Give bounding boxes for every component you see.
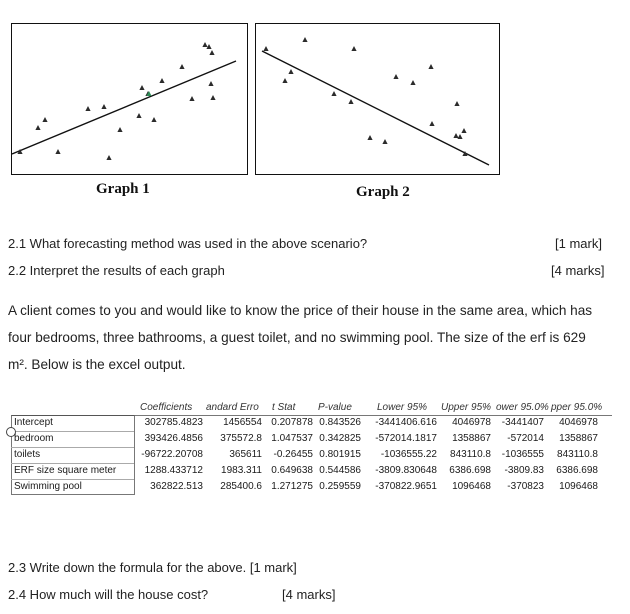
scatter-point-marker	[282, 78, 287, 83]
table-cell: 843110.8	[557, 449, 598, 460]
table-cell: 843110.8	[450, 449, 491, 460]
scatter-point-marker	[55, 149, 60, 154]
row-divider	[11, 431, 134, 432]
scatter-point-marker	[42, 117, 47, 122]
scenario-line-3: m². Below is the excel output.	[8, 357, 186, 372]
graph-2-caption: Graph 2	[356, 184, 410, 200]
table-cell: 365611	[229, 449, 262, 460]
scatter-point-marker	[208, 81, 213, 86]
header-coefficients: Coefficients	[140, 402, 193, 413]
table-cell: -0.26455	[273, 449, 313, 460]
table-cell: 0.801915	[319, 449, 361, 460]
scenario-line-2: four bedrooms, three bathrooms, a guest toilet, and no swimming pool. The size of the erf is 629	[8, 330, 586, 345]
row-divider	[11, 479, 134, 480]
table-cell: -3809.830648	[375, 465, 437, 476]
scatter-point-marker	[453, 133, 458, 138]
graph-2-trend-line	[262, 51, 489, 165]
table-cell: -572014	[507, 433, 544, 444]
graph-1-caption: Graph 1	[96, 181, 150, 197]
table-cell: 0.207878	[271, 417, 313, 428]
table-cell: -1036555.22	[380, 449, 437, 460]
table-cell: 0.649638	[271, 465, 313, 476]
table-cell: 393426.4856	[144, 433, 203, 444]
graph-2-plot	[256, 24, 499, 174]
table-cell: 0.544586	[319, 465, 361, 476]
scatter-point-marker	[348, 99, 353, 104]
question-2-2-mark: [4 marks]	[551, 263, 605, 278]
table-cell: 0.259559	[319, 481, 361, 492]
scatter-point-marker	[139, 85, 144, 90]
question-2-1-mark: [1 mark]	[555, 236, 602, 251]
scatter-point-marker	[189, 96, 194, 101]
table-cell: -370823	[507, 481, 544, 492]
header-upper-95: Upper 95%	[441, 402, 492, 413]
table-cell: 1983.311	[221, 465, 262, 476]
question-2-3: 2.3 Write down the formula for the above. [1 mark]	[8, 560, 297, 575]
scatter-point-marker	[106, 155, 111, 160]
scatter-point-marker	[35, 125, 40, 130]
table-cell: 1358867	[452, 433, 491, 444]
scatter-point-marker	[302, 37, 307, 42]
row-divider	[11, 463, 134, 464]
header-upper-95-0: pper 95.0%	[551, 402, 603, 413]
header-t-stat: t Stat	[272, 402, 296, 413]
scatter-point-marker	[85, 106, 90, 111]
scatter-point-marker	[457, 134, 462, 139]
table-cell: 4046978	[452, 417, 491, 428]
table-cell: 0.843526	[319, 417, 361, 428]
scatter-point-marker	[382, 139, 387, 144]
table-cell: 1456554	[223, 417, 262, 428]
scenario-paragraph	[8, 297, 620, 378]
graph-1-plot	[12, 24, 247, 174]
question-2-4: 2.4 How much will the house cost?	[8, 587, 209, 602]
table-cell: 4046978	[559, 417, 598, 428]
table-cell: 6386.698	[449, 465, 491, 476]
scatter-point-marker	[410, 80, 415, 85]
row-label: Swimming pool	[14, 481, 82, 492]
scatter-point-marker	[429, 121, 434, 126]
graph-2-frame	[255, 23, 500, 175]
scatter-point-marker	[367, 135, 372, 140]
scatter-point-marker	[210, 95, 215, 100]
table-cell: -572014.1817	[375, 433, 437, 444]
table-cell: 6386.698	[556, 465, 598, 476]
scatter-point-marker	[136, 113, 141, 118]
question-2-2: 2.2 Interpret the results of each graph	[8, 263, 225, 278]
table-cell: 1.047537	[271, 433, 313, 444]
table-cell: 1288.433712	[144, 465, 203, 476]
scatter-point-marker	[454, 101, 459, 106]
scatter-point-marker	[393, 74, 398, 79]
row-label: Intercept	[14, 417, 53, 428]
row-label: ERF size square meter	[14, 465, 117, 476]
scatter-point-marker	[101, 104, 106, 109]
row-label: toilets	[14, 449, 41, 460]
header-lower-95-0: ower 95.0%	[496, 402, 549, 413]
scatter-point-marker	[461, 128, 466, 133]
scatter-point-marker	[288, 69, 293, 74]
scatter-point-marker	[428, 64, 433, 69]
scatter-point-marker	[151, 117, 156, 122]
question-2-4-mark: [4 marks]	[282, 587, 336, 602]
table-cell: 285400.6	[220, 481, 262, 492]
graph-1-trend-line	[12, 61, 236, 154]
table-cell: 375572.8	[220, 433, 262, 444]
scatter-point-marker	[159, 78, 164, 83]
table-cell: -1036555	[501, 449, 544, 460]
scatter-point-marker	[202, 42, 207, 47]
table-cell: -3441407	[501, 417, 544, 428]
header-p-value: P-value	[318, 402, 352, 413]
scatter-point-marker	[117, 127, 122, 132]
scatter-point-marker	[209, 50, 214, 55]
table-cell: 1358867	[559, 433, 598, 444]
row-label: bedroom	[14, 433, 54, 444]
header-lower-95: Lower 95%	[377, 402, 428, 413]
table-cell: 1.271275	[271, 481, 313, 492]
table-cell: -370822.9651	[375, 481, 437, 492]
header-standard-error: andard Erro	[206, 402, 259, 413]
question-2-1: 2.1 What forecasting method was used in the above scenario?	[8, 236, 368, 251]
table-cell: 1096468	[559, 481, 598, 492]
table-cell: -3809.83	[504, 465, 544, 476]
scatter-point-marker	[331, 91, 336, 96]
scatter-point-marker	[263, 46, 268, 51]
table-cell: 362822.513	[150, 481, 203, 492]
table-cell: -96722.20708	[141, 449, 203, 460]
table-cell: 0.342825	[319, 433, 361, 444]
header-divider	[134, 415, 612, 416]
row-divider	[11, 447, 134, 448]
scatter-point-marker	[179, 64, 184, 69]
graph-1-frame	[11, 23, 248, 175]
table-cell: -3441406.616	[375, 417, 437, 428]
table-cell: 302785.4823	[144, 417, 203, 428]
scenario-line-1: A client comes to you and would like to know the price of their house in the same area, which has	[8, 303, 593, 318]
table-cell: 1096468	[452, 481, 491, 492]
scatter-point-marker	[351, 46, 356, 51]
